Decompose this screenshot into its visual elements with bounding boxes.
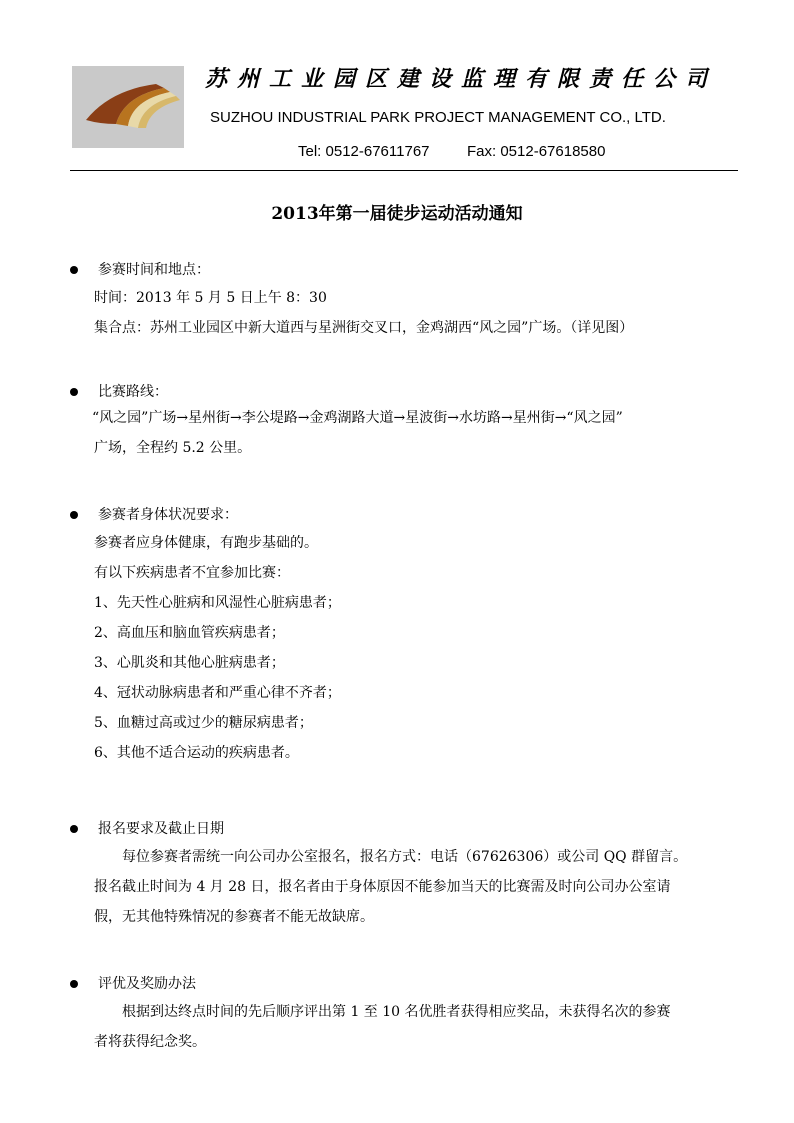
section-line: 1、先天性心脏病和风湿性心脏病患者； — [94, 595, 341, 611]
section-heading: 报名要求及截止日期 — [98, 821, 224, 837]
section-heading: 比赛路线： — [98, 384, 168, 400]
section-awards — [68, 972, 748, 1062]
section-registration — [68, 817, 748, 937]
bullet-icon — [70, 266, 78, 274]
header-divider — [70, 170, 738, 171]
section-line: 广场，全程约 5.2 公里。 — [94, 440, 252, 456]
bullet-icon — [70, 980, 78, 988]
section-line: 集合点：苏州工业园区中新大道西与星洲街交叉口，金鸡湖西“风之园”广场。（详见图） — [94, 320, 634, 336]
section-route — [68, 380, 748, 468]
section-line: 4、冠状动脉病患者和严重心律不齐者； — [94, 685, 341, 701]
bullet-icon — [70, 511, 78, 519]
section-line: 3、心肌炎和其他心脏病患者； — [94, 655, 285, 671]
section-time-place — [68, 258, 748, 348]
section-line: 有以下疾病患者不宜参加比赛： — [94, 565, 290, 581]
section-line: 者将获得纪念奖。 — [94, 1034, 206, 1050]
section-line: 时间：2013 年 5 月 5 日上午 8：30 — [94, 290, 327, 306]
company-name-cn: 苏州工业园区建设监理有限责任公司 — [205, 67, 718, 92]
bullet-icon — [70, 825, 78, 833]
section-heading: 参赛者身体状况要求： — [98, 507, 238, 523]
notice-title: 2013年第一届徒步运动活动通知 — [271, 204, 523, 224]
section-line: 5、血糖过高或过少的糖尿病患者； — [94, 715, 313, 731]
section-line: 根据到达终点时间的先后顺序评出第 1 至 10 名优胜者获得相应奖品，未获得名次的参赛 — [122, 1004, 671, 1020]
section-line: “风之园”广场→星州街→李公堤路→金鸡湖路大道→星波街→水坊路→星州街→“风之园” — [92, 410, 623, 426]
section-heading: 参赛时间和地点： — [98, 262, 210, 278]
section-line: 每位参赛者需统一向公司办公室报名，报名方式：电话（67626306）或公司 QQ 群留言。 — [122, 849, 688, 865]
company-logo — [72, 66, 184, 148]
section-line: 参赛者应身体健康，有跑步基础的。 — [94, 535, 318, 551]
logo-graphic-icon — [72, 66, 184, 148]
company-fax: Fax: 0512-67618580 — [467, 143, 606, 160]
company-name-en: SUZHOU INDUSTRIAL PARK PROJECT MANAGEMENT CO., LTD. — [210, 109, 666, 126]
company-tel: Tel: 0512-67611767 — [298, 143, 430, 160]
section-line: 2、高血压和脑血管疾病患者； — [94, 625, 285, 641]
section-health-requirements — [68, 503, 748, 773]
section-line: 报名截止时间为 4 月 28 日，报名者由于身体原因不能参加当天的比赛需及时向公司办公室请 — [94, 879, 671, 895]
bullet-icon — [70, 388, 78, 396]
section-heading: 评优及奖励办法 — [98, 976, 196, 992]
section-line: 6、其他不适合运动的疾病患者。 — [94, 745, 299, 761]
section-line: 假，无其他特殊情况的参赛者不能无故缺席。 — [94, 909, 374, 925]
